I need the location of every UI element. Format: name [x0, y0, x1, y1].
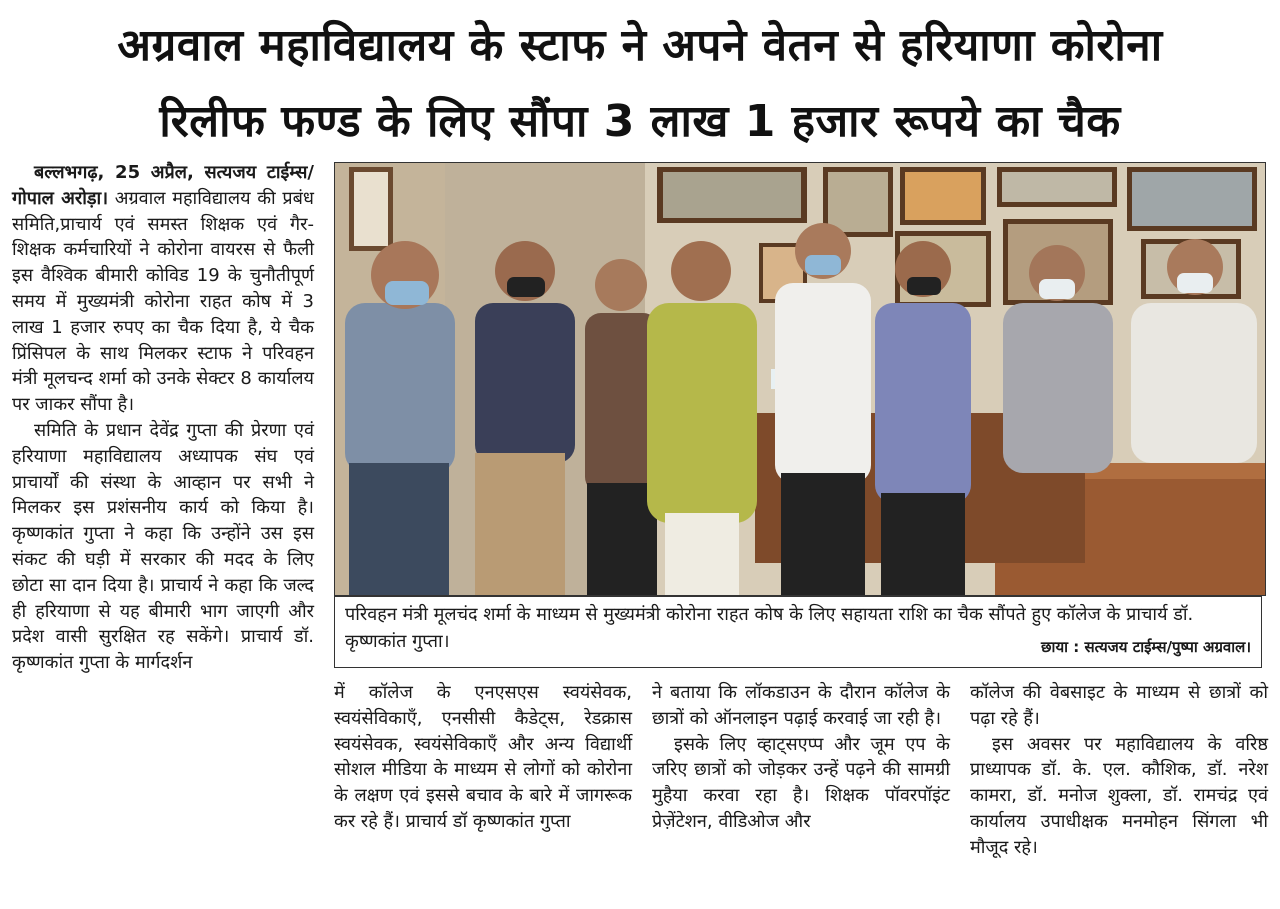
photo-caption: [334, 596, 1262, 668]
dateline: बल्लभगढ़, 25 अप्रैल, सत्यजय टाईम्स/गोपाल अरोड़ा।: [12, 162, 314, 209]
headline: [0, 8, 1280, 160]
headline-line-1: अग्रवाल महाविद्यालय के स्टाफ ने अपने वेतन से हरियाणा कोरोना: [117, 20, 1163, 71]
article-paragraph-2: समिति के प्रधान देवेंद्र गुप्ता की प्रेरणा एवं हरियाणा महाविद्यालय अध्यापक संघ एवं प्राचार्यों की संस्था के आव्हान पर सभी ने मिलकर इस प्रशंसनीय कार्य को किया है। कृष्णकांत गुप्ता ने कहा कि उन्होंने उस इस संकट की घड़ी में सरकार की मदद के लिए छोटा सा दान दिया है। प्राचार्य ने कहा कि जल्द ही हरियाणा से यह बीमारी भाग जाएगी और प्रदेश वासी सुरक्षित रह सकेंगे। प्राचार्य डॉ. कृष्णकांत गुप्ता के मार्गदर्शन: [12, 419, 314, 674]
article-column-4: [970, 680, 1268, 861]
article-column-4-para-2: इस अवसर पर महाविद्यालय के वरिष्ठ प्राध्यापक डॉ. के. एल. कौशिक, डॉ. नरेश कामरा, डॉ. मनोज शुक्ला, डॉ. रामचंद्र एवं कार्यालय उपाधीक्षक मनमोहन सिंगला भी मौजूद रहे।: [970, 733, 1268, 858]
article-column-4-para-1: कॉलेज की वेबसाइट के माध्यम से छात्रों को पढ़ा रहे हैं।: [970, 682, 1268, 729]
photo-credit: छाया : सत्यजय टाईम्स/पुष्पा अग्रवाल।: [1041, 638, 1251, 656]
article-column-2: [334, 680, 632, 835]
photo-illustration: [335, 163, 1265, 595]
news-photo: [334, 162, 1266, 596]
article-column-3-para-1: ने बताया कि लॉकडाउन के दौरान कॉलेज के छात्रों को ऑनलाइन पढ़ाई करवाई जा रही है।: [652, 682, 950, 729]
article-paragraph-1: अग्रवाल महाविद्यालय की प्रबंध समिति,प्राचार्य एवं समस्त शिक्षक एवं गैर-शिक्षक कर्मचारियों ने कोरोना वायरस से फैली इस वैश्विक बीमारी कोविड 19 के चुनौतीपूर्ण समय में मुख्यमंत्री कोरोना राहत कोष में 3 लाख 1 हजार रुपए का चैक दिया है, ये चैक प्रिंसिपल के साथ मिलकर स्टाफ ने परिवहन मंत्री मूलचन्द शर्मा को उनके सेक्टर 8 कार्यालय पर जाकर सौंपा है।: [12, 187, 314, 416]
caption-text: परिवहन मंत्री मूलचंद शर्मा के माध्यम से मुख्यमंत्री कोरोना राहत कोष के लिए सहायता राशि का चैक सौंपते हुए कॉलेज के प्राचार्य डॉ. कृष्णकांत गुप्ता।: [345, 604, 1194, 652]
article-column-1: [12, 160, 314, 676]
article-column-3: [652, 680, 950, 835]
headline-line-2: रिलीफ फण्ड के लिए सौंपा 3 लाख 1 हजार रूपये का चैक: [159, 96, 1121, 147]
article-column-3-para-2: इसके लिए व्हाट्सएप्प और जूम एप के जरिए छात्रों को जोड़कर उन्हें पढ़ने की सामग्री मुहैया करवा रहा है। शिक्षक पॉवरपॉइंट प्रेज़ेंटेशन, वीडिओज और: [652, 733, 950, 832]
article-column-2-text: में कॉलेज के एनएसएस स्वयंसेवक, स्वयंसेविकाएँ, एनसीसी कैडेट्स, रेडक्रास स्वयंसेवक, स्वयंसेविकाएँ और अन्य विद्यार्थी सोशल मीडिया के माध्यम से लोगों को कोरोना के लक्षण एवं इससे बचाव के बारे में जागरूक कर रहे हैं। प्राचार्य डॉ कृष्णकांत गुप्ता: [334, 682, 632, 832]
